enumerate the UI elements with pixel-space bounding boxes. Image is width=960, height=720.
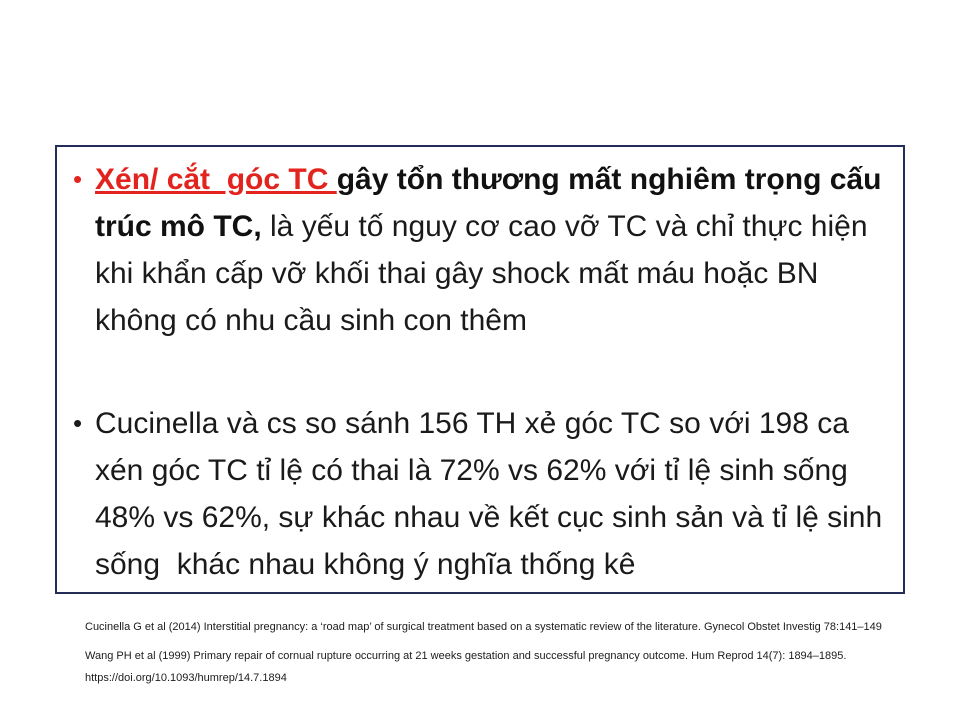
- bullet-text-cucinella-study: [95, 400, 895, 588]
- citation-doi-link: https://doi.org/10.1093/humrep/14.7.1894: [85, 672, 287, 684]
- citation-wang: Wang PH et al (1999) Primary repair of cornual rupture occurring at 21 weeks gestation and successful pregnancy outcome. Hum Reprod 14(7): 1894–1895.: [85, 650, 847, 662]
- citation-block: [85, 621, 915, 685]
- regular-phrase: là yếu tố nguy cơ cao vỡ TC và chỉ thực hiện khi khẩn cấp vỡ khối thai gây shock mất máu hoặc BN không có nhu cầu sinh con thêm: [95, 210, 876, 337]
- highlighted-phrase: Xén/ cắt góc TC: [95, 163, 337, 196]
- bullet-marker-icon: •: [73, 408, 83, 438]
- study-comparison-text: Cucinella và cs so sánh 156 TH xẻ góc TC so với 198 ca xén góc TC tỉ lệ có thai là 72% vs 62% với tỉ lệ sinh sống 48% vs 62%, sự khác nhau về kết cục sinh sản và tỉ lệ sinh sống khác nhau không ý nghĩa thống kê: [95, 407, 891, 581]
- bullet-item-surgery-risk: [57, 156, 895, 344]
- bullet-item-cucinella-study: [57, 400, 895, 588]
- bullet-text-surgery-risk: [95, 156, 895, 344]
- bold-phrase: gây tổn thương mất nghiêm trọng cấu trúc mô TC,: [95, 163, 890, 243]
- bullet-marker-icon: •: [73, 164, 83, 194]
- citation-cucinella: Cucinella G et al (2014) Interstitial pregnancy: a ‘road map’ of surgical treatment based on a systematic review of the literature. Gynecol Obstet Investig 78:141–149: [85, 621, 882, 633]
- content-box: [55, 145, 905, 594]
- bullet-list: [57, 147, 903, 588]
